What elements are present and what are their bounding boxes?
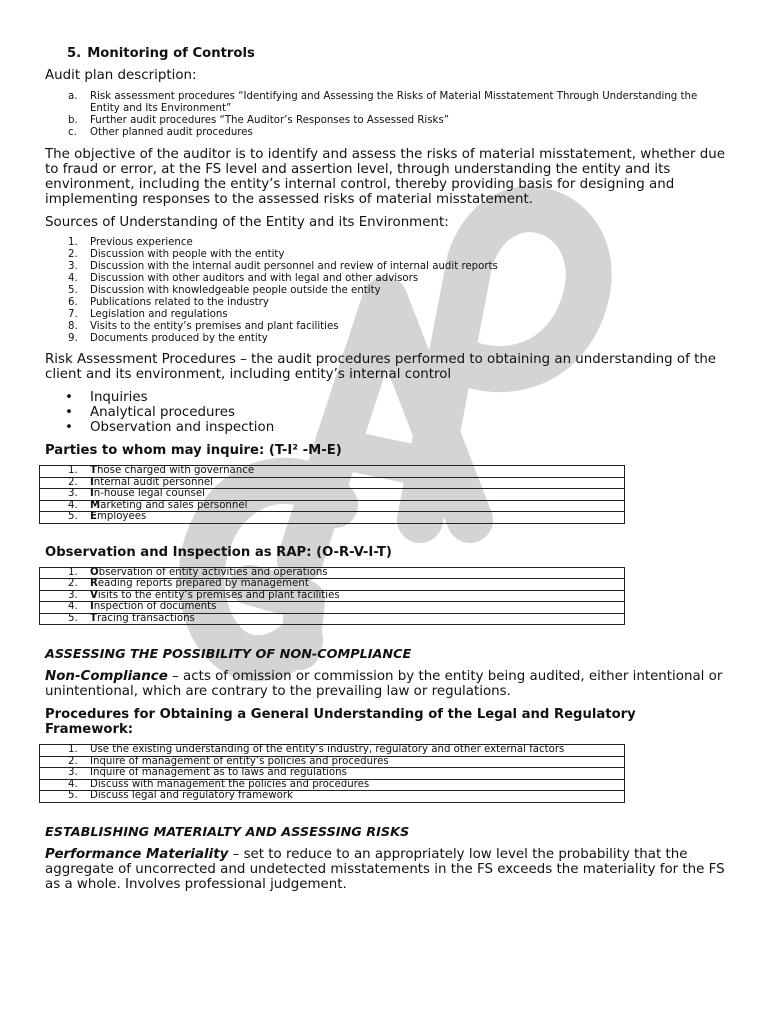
- bullet-icon: •: [65, 390, 73, 405]
- list-item: 1. Previous experience: [68, 237, 193, 248]
- noncompliance-term: Non-Compliance: [45, 669, 168, 684]
- materiality-definition: – set to reduce to an appropriately low level the probability that the aggregate of uncorrected and undetected misstatements in the FS exceeds the materiality for the FS as a whole. Involves professional judgement.: [45, 846, 725, 892]
- list-item: • Analytical procedures: [45, 405, 725, 420]
- rap-paragraph: Risk Assessment Procedures – the audit procedures performed to obtaining an understanding of the client and its environment, including entity’s internal control: [45, 352, 717, 382]
- table-row: 2. Internal audit personnel: [40, 477, 625, 489]
- audit-plan-list: [45, 91, 725, 139]
- list-item: 5. Discussion with knowledgeable people outside the entity: [68, 285, 381, 296]
- table-row: 3. Inquire of management as to laws and regulations: [40, 768, 625, 780]
- rap-bullet-list: [45, 390, 725, 435]
- objective-paragraph: The objective of the auditor is to identify and assess the risks of material misstatement, whether due to fraud or error, at the FS level and assertion level, through understanding the entity and its environment, including the entity’s internal control, thereby providing basis for designing and implementing responses to the assessed risks of material misstatement.: [45, 147, 725, 207]
- noncompliance-paragraph: [45, 669, 725, 699]
- section-number: 5.: [67, 46, 82, 61]
- list-item: 4. Discussion with other auditors and with legal and other advisors: [68, 273, 419, 284]
- list-item: 9. Documents produced by the entity: [68, 333, 268, 344]
- list-item: • Inquiries: [45, 390, 725, 405]
- bullet-icon: •: [65, 405, 73, 420]
- noncompliance-definition: – acts of omission or commission by the entity being audited, either intentional or unintentional, which are contrary to the prevailing law or regulations.: [45, 669, 723, 699]
- list-item: • Observation and inspection: [45, 420, 725, 435]
- table-row: 1. Those charged with governance: [40, 466, 625, 478]
- procedures-heading: Procedures for Obtaining a General Understanding of the Legal and Regulatory Framework:: [45, 707, 636, 737]
- materiality-paragraph: [45, 847, 725, 892]
- audit-plan-label: Audit plan description:: [45, 68, 197, 83]
- list-item: 8. Visits to the entity’s premises and plant facilities: [68, 321, 339, 332]
- table-row: 4. Inspection of documents: [40, 602, 625, 614]
- table-row: 1. Observation of entity activities and operations: [40, 567, 625, 579]
- sources-label: Sources of Understanding of the Entity and its Environment:: [45, 215, 449, 230]
- materiality-term: Performance Materiality: [45, 846, 229, 862]
- table-row: 5. Employees: [40, 512, 625, 524]
- list-item: c. Other planned audit procedures: [68, 127, 253, 138]
- table-row: 5. Tracing transactions: [40, 613, 625, 625]
- table-row: 4. Marketing and sales personnel: [40, 500, 625, 512]
- materiality-heading: ESTABLISHING MATERIALTY AND ASSESSING RISKS: [45, 824, 410, 840]
- table-row: 1. Use the existing understanding of the entity’s industry, regulatory and other external factors: [40, 745, 625, 757]
- inquire-heading: Parties to whom may inquire: (T-I² -M-E): [45, 443, 342, 458]
- list-item: 6. Publications related to the industry: [68, 297, 269, 308]
- inquire-table: [39, 465, 625, 524]
- section-heading: [67, 46, 725, 61]
- list-item: 7. Legislation and regulations: [68, 309, 228, 320]
- table-row: 2. Reading reports prepared by management: [40, 579, 625, 591]
- table-row: 3. Visits to the entity’s premises and plant facilities: [40, 590, 625, 602]
- section-title: Monitoring of Controls: [87, 46, 255, 61]
- sources-list: [45, 237, 725, 345]
- bullet-icon: •: [65, 420, 73, 435]
- list-item: 3. Discussion with the internal audit personnel and review of internal audit reports: [68, 261, 498, 272]
- observation-heading: Observation and Inspection as RAP: (O-R-V-I-T): [45, 544, 392, 560]
- table-row: 3. In-house legal counsel: [40, 489, 625, 501]
- table-row: 2. Inquire of management of entity’s policies and procedures: [40, 756, 625, 768]
- table-row: 4. Discuss with management the policies and procedures: [40, 779, 625, 791]
- list-item: b. Further audit procedures “The Auditor’s Responses to Assessed Risks”: [68, 115, 450, 126]
- list-item: a. Risk assessment procedures “Identifying and Assessing the Risks of Material Misstatement Through Understanding the Entity and Its Environment”: [68, 91, 698, 114]
- procedures-table: [39, 744, 625, 803]
- list-item: 2. Discussion with people with the entity: [68, 249, 285, 260]
- table-row: 5. Discuss legal and regulatory framework: [40, 791, 625, 803]
- noncompliance-heading: ASSESSING THE POSSIBILITY OF NON-COMPLIANCE: [45, 647, 412, 662]
- observation-table: [39, 567, 625, 626]
